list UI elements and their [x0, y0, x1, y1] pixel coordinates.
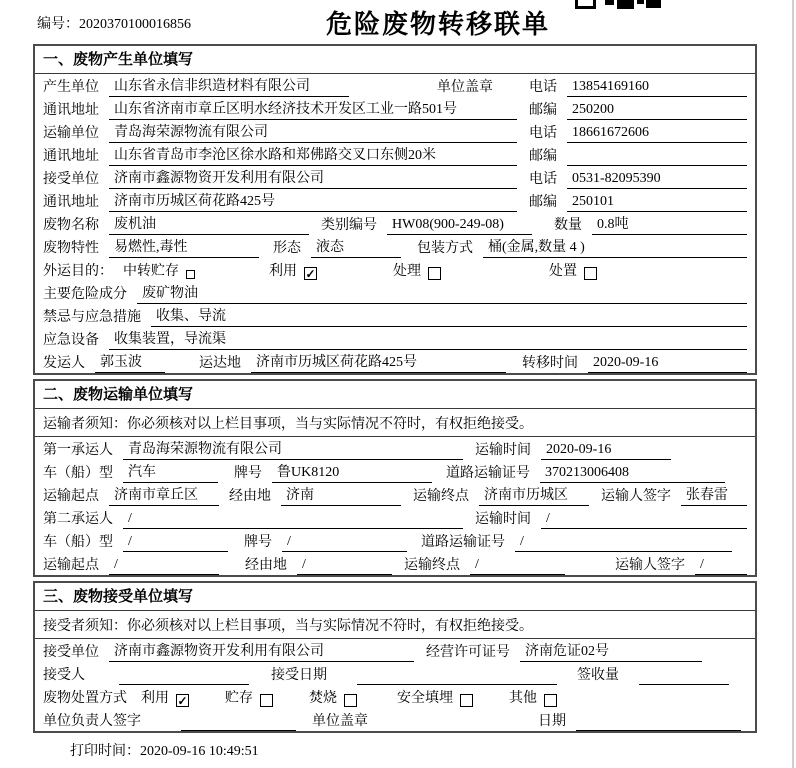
qr-block [617, 0, 634, 9]
field-label: 废物名称 [43, 218, 99, 233]
purpose-treat [393, 260, 441, 281]
operation-license-value: 济南危证02号 [520, 640, 702, 662]
field-label: 发运人 [43, 356, 85, 371]
field-label: 通讯地址 [43, 103, 99, 118]
row-generator-address [35, 97, 755, 120]
field-label: 接受单位 [43, 645, 99, 660]
row-receiver-unit [35, 166, 755, 189]
field-label: 邮编 [529, 195, 557, 210]
qr-block [646, 0, 661, 8]
field-label: 车（船）型 [43, 535, 113, 550]
second-carrier-value: / [123, 511, 463, 529]
section-generator [33, 44, 757, 375]
field-label: 经由地 [245, 558, 287, 573]
field-label: 接受人 [43, 668, 85, 683]
hazard-components-value: 废矿物油 [137, 282, 747, 304]
field-label: 邮编 [529, 103, 557, 118]
field-label: 运输人签字 [615, 558, 685, 573]
route-via-value: / [297, 557, 392, 575]
row-emergency-equipment [35, 327, 755, 350]
field-label: 运输终点 [404, 558, 460, 573]
field-label: 签收量 [577, 668, 619, 683]
field-label: 废物特性 [43, 241, 99, 256]
generator-phone-value: 13854169160 [567, 79, 747, 97]
row-responsible-signature [35, 708, 755, 731]
row-second-carrier [35, 506, 755, 529]
utilize-checkbox: ✓ [305, 267, 316, 281]
field-label: 运输时间 [475, 443, 531, 458]
disposal-storage [225, 687, 273, 708]
field-label: 形态 [273, 241, 301, 256]
field-label: 废物处置方式 [43, 691, 127, 706]
second-transport-time-value: / [541, 511, 747, 529]
row-receiving-unit [35, 639, 755, 662]
field-label: 运输终点 [413, 489, 469, 504]
responsible-signature-value [181, 715, 296, 731]
checkbox-label: 贮存 [225, 691, 253, 706]
incineration-checkbox [344, 694, 357, 707]
qr-block [575, 0, 596, 9]
field-label: 产生单位 [43, 80, 99, 95]
plate-number-value: 鲁UK8120 [272, 461, 432, 483]
print-time [70, 740, 757, 760]
field-label: 运输时间 [475, 512, 531, 527]
print-time-label: 打印时间： [70, 744, 140, 759]
disposal-incineration [309, 687, 357, 708]
field-label: 经营许可证号 [426, 645, 510, 660]
section-transporter-title: 二、废物运输单位填写 [35, 381, 755, 409]
row-waste-property [35, 235, 755, 258]
section-transporter [33, 379, 757, 577]
transporter-phone-value: 18661672606 [567, 125, 747, 143]
generator-address-value: 山东省济南市章丘区明水经济技术开发区工业一路501号 [109, 98, 517, 120]
field-label: 接受单位 [43, 172, 99, 187]
row-first-carrier [35, 437, 755, 460]
route-origin-value: / [109, 557, 219, 575]
row-first-vehicle [35, 460, 755, 483]
purpose-transit-storage [123, 260, 195, 281]
route-via-value: 济南 [281, 484, 401, 506]
field-label: 电话 [529, 126, 557, 141]
field-label: 电话 [529, 80, 557, 95]
document-number-value: 2020370100016856 [79, 17, 191, 32]
section-generator-title: 一、废物产生单位填写 [35, 46, 755, 74]
qr-block [637, 0, 644, 4]
receiving-unit-value: 济南市鑫源物资开发利用有限公司 [109, 640, 414, 662]
row-transporter-address [35, 143, 755, 166]
checkbox-label: 利用 [269, 264, 297, 279]
vehicle-type-value: 汽车 [123, 461, 218, 483]
field-label: 接受日期 [271, 668, 327, 683]
receiver-zip-value: 250101 [567, 194, 747, 212]
row-contraindication-measures [35, 304, 755, 327]
treat-checkbox [428, 267, 441, 280]
receiver-address-value: 济南市历城区荷花路425号 [109, 190, 517, 212]
field-label: 数量 [554, 218, 582, 233]
disposal-other [509, 687, 557, 708]
row-generator-unit [35, 74, 755, 97]
waste-property-value: 易燃性,毒性 [109, 236, 259, 258]
field-label: 电话 [529, 172, 557, 187]
emergency-equipment-value: 收集装置，导流渠 [109, 328, 747, 350]
field-label: 牌号 [244, 535, 272, 550]
transporter-address-value: 山东省青岛市李沧区徐水路和郑佛路交叉口东侧20米 [109, 144, 517, 166]
destination-value: 济南市历城区荷花路425号 [251, 351, 506, 373]
checkbox-label: 利用 [141, 691, 169, 706]
print-time-value: 2020-09-16 10:49:51 [140, 744, 259, 759]
section-receiver [33, 581, 757, 733]
field-label: 包装方式 [417, 241, 473, 256]
dispose-checkbox [584, 267, 597, 280]
qr-code-fragment-icon [575, 0, 661, 9]
checkbox-label: 中转贮存 [123, 264, 179, 279]
field-label: 牌号 [234, 466, 262, 481]
field-label: 应急设备 [43, 333, 99, 348]
receiver-phone-value: 0531-82095390 [567, 171, 747, 189]
qr-block [605, 0, 614, 5]
form-content [33, 44, 757, 760]
consignor-value: 郭玉波 [95, 351, 165, 373]
route-end-value: 济南市历城区 [479, 484, 589, 506]
field-label: 经由地 [229, 489, 271, 504]
waste-name-value: 废机油 [109, 213, 309, 235]
field-label: 禁忌与应急措施 [43, 310, 141, 325]
page-title: 危险废物转移联单 [325, 10, 550, 39]
row-receiving-person [35, 662, 755, 685]
field-label: 转移时间 [522, 356, 578, 371]
field-label: 单位负责人签字 [43, 714, 141, 729]
packaging-value: 桶(金属,数量 4 ) [483, 236, 747, 258]
field-label: 主要危险成分 [43, 287, 127, 302]
generator-zip-value: 250200 [567, 102, 747, 120]
carrier-signature-value: 张春雷 [681, 484, 747, 506]
road-transport-license-value: / [515, 534, 732, 552]
field-label: 运输人签字 [601, 489, 671, 504]
field-label: 通讯地址 [43, 149, 99, 164]
row-second-vehicle [35, 529, 755, 552]
field-label: 第一承运人 [43, 443, 113, 458]
vehicle-type-value: / [123, 534, 228, 552]
field-label: 运输单位 [43, 126, 99, 141]
plate-number-value: / [282, 534, 407, 552]
disposal-utilize [141, 687, 189, 708]
row-transfer-purpose [35, 258, 755, 281]
row-consignor [35, 350, 755, 373]
row-transporter-unit [35, 120, 755, 143]
purpose-utilize [269, 260, 317, 281]
transporter-zip-value [567, 150, 747, 166]
field-label: 运输起点 [43, 489, 99, 504]
waste-form-value: 液态 [311, 236, 401, 258]
section-receiver-title: 三、废物接受单位填写 [35, 583, 755, 611]
unit-seal-label: 单位盖章 [312, 714, 368, 729]
document-number-label: 编号： [37, 17, 79, 32]
row-waste-name [35, 212, 755, 235]
row-disposal-method [35, 685, 755, 708]
contraindication-measures-value: 收集、导流 [151, 305, 747, 327]
checkbox-label: 处理 [393, 264, 421, 279]
row-first-route [35, 483, 755, 506]
checkbox-label: 其他 [509, 691, 537, 706]
carrier-signature-value: / [695, 557, 747, 575]
received-quantity-value [639, 669, 729, 685]
receive-date-value [357, 669, 557, 685]
row-receiver-address [35, 189, 755, 212]
waste-category-code-value: HW08(900-249-08) [387, 217, 532, 235]
field-label: 外运目的： [43, 264, 113, 279]
row-second-route [35, 552, 755, 575]
purpose-dispose [549, 260, 597, 281]
road-transport-license-value: 370213006408 [540, 465, 725, 483]
checkbox-label: 处置 [549, 264, 577, 279]
field-label: 道路运输证号 [446, 466, 530, 481]
transporter-notice: 运输者须知：你必须核对以上栏目事项，当与实际情况不符时，有权拒绝接受。 [35, 409, 755, 437]
route-end-value: / [470, 557, 565, 575]
first-transport-time-value: 2020-09-16 [541, 442, 671, 460]
field-label: 道路运输证号 [421, 535, 505, 550]
other-checkbox [544, 694, 557, 707]
page-edge-divider [792, 0, 794, 768]
transfer-time-value: 2020-09-16 [588, 355, 747, 373]
field-label: 日期 [538, 714, 566, 729]
generator-unit-value: 山东省永信非织造材料有限公司 [109, 75, 349, 97]
unit-seal-label: 单位盖章 [437, 80, 493, 95]
receive-sign-date-value [576, 715, 741, 731]
receiver-notice: 接受者须知：你必须核对以上栏目事项，当与实际情况不符时，有权拒绝接受。 [35, 611, 755, 639]
disposal-landfill [397, 687, 473, 708]
field-label: 运输起点 [43, 558, 99, 573]
receiver-unit-value: 济南市鑫源物资开发利用有限公司 [109, 167, 517, 189]
field-label: 第二承运人 [43, 512, 113, 527]
first-carrier-value: 青岛海荣源物流有限公司 [123, 438, 463, 460]
field-label: 运达地 [199, 356, 241, 371]
transporter-unit-value: 青岛海荣源物流有限公司 [109, 121, 517, 143]
row-hazard-components [35, 281, 755, 304]
utilize-checkbox: ✓ [177, 694, 188, 708]
checkbox-label: 安全填埋 [397, 691, 453, 706]
field-label: 通讯地址 [43, 195, 99, 210]
landfill-checkbox [460, 694, 473, 707]
document-header [0, 0, 796, 44]
checkbox-label: 焚烧 [309, 691, 337, 706]
storage-checkbox [260, 694, 273, 707]
receiver-person-value [119, 669, 249, 685]
transit-storage-checkbox [186, 270, 195, 279]
field-label: 类别编号 [321, 218, 377, 233]
waste-quantity-value: 0.8吨 [592, 213, 747, 235]
field-label: 车（船）型 [43, 466, 113, 481]
field-label: 邮编 [529, 149, 557, 164]
route-origin-value: 济南市章丘区 [109, 484, 219, 506]
